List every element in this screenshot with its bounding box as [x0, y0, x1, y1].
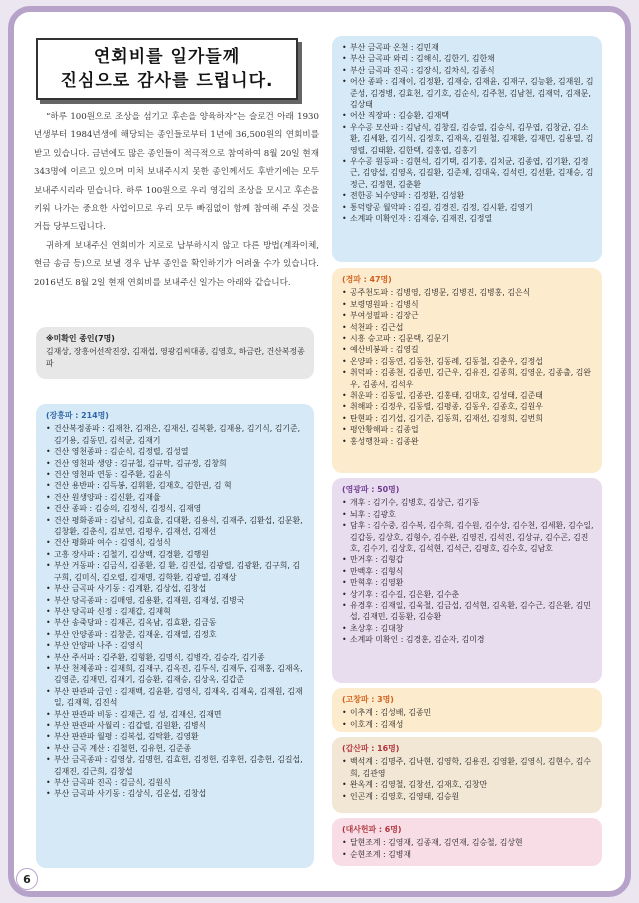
list-item — [342, 122, 594, 156]
bullet-icon: • — [342, 202, 347, 212]
bullet-icon: • — [46, 481, 51, 491]
list-item-text: 소계파 미확인자 : 김재승, 김재진, 김정열 — [350, 214, 493, 224]
bullet-icon: • — [342, 757, 347, 767]
bullet-icon: • — [46, 561, 51, 571]
bullet-icon: • — [342, 122, 347, 132]
bullet-icon: • — [46, 732, 51, 742]
list-item-text: 부산 거동파 : 김금식, 김종환, 김 환, 김진섭, 김광렬, 김광환, 김구희, 김구희, 김미식, 김오렬, 김재명, 김학환, 김광열, 김재상 — [54, 561, 300, 582]
list-item-text: 완옥계 : 김영철, 김창선, 김재호, 김창만 — [350, 780, 488, 790]
list-item-text: 우수공 원등파 : 김현석, 김기택, 김기홍, 김치균, 김종엽, 김기환, 김정근, 김양섭, 김영옥, 김길환, 김준채, 김대욱, 김석린, 김선환, 김재승, 김정근, 김정현, 김춘환 — [350, 157, 594, 189]
list-item — [342, 76, 594, 110]
list-item-text: 건산 영천파 연동 : 김주환, 김윤식 — [54, 470, 171, 480]
list-item — [342, 520, 594, 554]
bullet-icon: • — [342, 157, 347, 167]
list-item — [342, 213, 594, 224]
list-item — [46, 515, 306, 538]
list-item — [46, 709, 306, 720]
bullet-icon: • — [342, 391, 347, 401]
bullet-icon: • — [342, 578, 347, 588]
bullet-icon: • — [342, 623, 347, 633]
list-item — [46, 446, 306, 457]
list-item-text: 이추계 : 김성배, 김종민 — [350, 708, 432, 718]
page-title — [36, 38, 298, 100]
bullet-icon: • — [342, 555, 347, 565]
bullet-icon: • — [46, 743, 51, 753]
list-item — [46, 663, 306, 686]
bullet-icon: • — [342, 334, 347, 344]
bullet-icon: • — [342, 708, 347, 718]
list-item — [342, 436, 594, 447]
bullet-icon: • — [46, 447, 51, 457]
bullet-icon: • — [46, 709, 51, 719]
list-item — [342, 310, 594, 321]
list-item — [342, 156, 594, 190]
list-item-text: 담후 : 김수중, 김수복, 김수희, 김수원, 김수상, 김수천, 김세환, 김수일, 김갑동, 김상호, 김형수, 김수완, 김영진, 김석진, 김상규, 김수곤, 김진호, 김수기, 김상호, 김석현, 김석근, 김평호, 김수호, 김남호 — [350, 521, 594, 554]
list-item — [342, 634, 594, 645]
list-item — [46, 480, 306, 491]
bullet-icon: • — [46, 584, 51, 594]
list-item — [342, 287, 594, 298]
list-item — [342, 554, 594, 565]
list-item — [46, 777, 306, 788]
bullet-icon: • — [342, 322, 347, 332]
bullet-icon: • — [46, 641, 51, 651]
gochang-box — [332, 688, 602, 732]
list-item-text: 초상후 : 김대창 — [350, 623, 404, 633]
gapsan-box — [332, 737, 602, 813]
list-item — [342, 791, 594, 802]
list-item — [342, 509, 594, 520]
list-item-text: 부산 금곡파 사기동 : 김계환, 김상섭, 김창섭 — [54, 584, 207, 594]
list-item-text: 부산 금곡종파 : 김영상, 김명헌, 김효헌, 김정헌, 김후헌, 김총헌, 김길섭, 김재진, 김근희, 김창섭 — [54, 755, 303, 776]
list-item — [46, 754, 306, 777]
list-item-text: 부산 금곡파 사기동 : 김상식, 김운섭, 김창섭 — [54, 789, 207, 799]
list-item — [46, 652, 306, 663]
page-number: 6 — [16, 868, 38, 890]
bullet-icon: • — [342, 191, 347, 201]
list-item-text: 인곤계 : 김영호, 김영태, 김승원 — [350, 791, 460, 801]
list-item — [342, 356, 594, 367]
bullet-icon: • — [342, 425, 347, 435]
list-item — [46, 469, 306, 480]
bullet-icon: • — [46, 549, 51, 559]
list-item-text: 건산 영천파 생양 : 김규철, 김규탁, 김규정, 김창희 — [54, 458, 227, 468]
list-item-text: 부산 판관파 사월리 : 김갑렬, 김원환, 김병식 — [54, 720, 207, 730]
yeonggwang-box — [332, 478, 602, 683]
bullet-icon: • — [46, 492, 51, 502]
list-item — [46, 731, 306, 742]
list-item — [46, 492, 306, 503]
bullet-icon: • — [342, 635, 347, 645]
bullet-icon: • — [342, 214, 347, 224]
list-item-text: 유경후 : 김재일, 김욱철, 김금섭, 김석현, 김옥환, 김수근, 김은환, 김민섭, 김재민, 김동환, 김승환 — [350, 601, 591, 622]
list-item — [342, 577, 594, 588]
list-item-text: 백석계 : 김명주, 김낙현, 김영학, 김용진, 김영환, 김영식, 김현수, 김수희, 김관영 — [350, 757, 591, 778]
list-item-text: 뇌후 : 김광호 — [350, 509, 396, 519]
list-item — [342, 424, 594, 435]
list-item — [46, 606, 306, 617]
gyeongpa-box — [332, 268, 602, 473]
list-item — [342, 779, 594, 790]
list-item — [342, 202, 594, 213]
bullet-icon: • — [342, 311, 347, 321]
bullet-icon: • — [342, 54, 347, 64]
gochang-list — [342, 707, 594, 730]
list-item-text: 소계파 미확인 : 김경훈, 김순자, 김미경 — [350, 635, 485, 645]
list-item — [46, 743, 306, 754]
list-item — [342, 53, 594, 64]
list-item — [342, 756, 594, 779]
list-item-text: 취운파 : 김동일, 김종관, 김홍태, 김대호, 김성태, 김준태 — [350, 391, 543, 401]
list-item-text: 달현조계 : 김영재, 김종재, 김연재, 김승철, 김상현 — [350, 838, 523, 848]
list-item — [342, 390, 594, 401]
list-item-text: 홍성행찬파 : 김종완 — [350, 436, 419, 446]
bullet-icon: • — [342, 77, 347, 87]
bullet-icon: • — [342, 299, 347, 309]
bullet-icon: • — [46, 720, 51, 730]
list-item — [342, 344, 594, 355]
list-item-text: 부산 금곡파 진곡 : 김금식, 김원식 — [54, 778, 171, 787]
gapsan-list — [342, 756, 594, 802]
unconfirmed-heading: ※미확인 종인(7명) — [46, 334, 115, 343]
list-item — [342, 42, 594, 53]
list-item-text: 이호계 : 김재성 — [350, 719, 404, 729]
list-item-text: 온양파 : 김동연, 김동찬, 김동례, 김동철, 김춘우, 김정섭 — [350, 356, 543, 366]
gochang-heading: (고창파 : 3명) — [342, 695, 394, 704]
intro-paragraph-2: 귀하게 보내주신 연회비가 지로로 납부하시지 않고 다른 방법(계좌이체, 현금 송금 등)으로 보낼 경우 납부 종인을 확인하기가 어려울 수가 있습니다. 2016년도 8월 2일 현재 연회비를 보내주신 일가는 아래와 같습니다. — [34, 240, 319, 288]
list-item-text: 부산 판관파 금인 : 김재백, 김윤환, 김영식, 김재옥, 김재욱, 김재원, 김재일, 김재혁, 김진석 — [54, 686, 303, 708]
list-item-text: 부여성필파 : 김장근 — [350, 311, 419, 321]
list-item — [46, 583, 306, 594]
jangheung-list — [46, 423, 306, 799]
list-item — [342, 707, 594, 718]
bullet-icon: • — [46, 538, 51, 548]
bullet-icon: • — [342, 719, 347, 729]
list-item-text: 탄현파 : 김기섭, 김기준, 김동희, 김재선, 김정희, 김번희 — [350, 413, 543, 423]
jangheung-box — [36, 404, 314, 868]
bullet-icon: • — [342, 791, 347, 801]
list-item — [342, 837, 594, 848]
list-item-text: 취덕파 : 김종천, 김종민, 김근우, 김유진, 김종희, 김영운, 김종출, 김완우, 김종서, 김석우 — [350, 368, 591, 389]
bullet-icon: • — [342, 498, 347, 508]
bullet-icon: • — [46, 470, 51, 480]
intro-text — [34, 108, 319, 292]
bullet-icon: • — [46, 504, 51, 514]
list-item — [46, 503, 306, 514]
bullet-icon: • — [342, 436, 347, 446]
unconfirmed-box — [36, 327, 314, 379]
list-item — [342, 849, 594, 860]
list-item-text: 부산 주서파 : 김주환, 김형환, 김명식, 김병각, 김승각, 김기종 — [54, 652, 265, 662]
daesahyeon-box — [332, 818, 602, 866]
jangheung-heading: (장흥파 : 214명) — [46, 411, 109, 420]
list-item-text: 보령명원파 : 김병식 — [350, 299, 419, 309]
list-item-text: 개후 : 김기수, 김병호, 김상근, 김기동 — [350, 498, 480, 508]
list-item-text: 부산 송죽당파 : 김재곤, 김옥남, 김효환, 김금동 — [54, 618, 217, 628]
list-item-text: 어산 종파 : 김재이, 김정환, 김재승, 김재윤, 김재구, 김능환, 김재원, 김준성, 김경병, 김효천, 김기호, 김순식, 김주천, 김남천, 김재덕, 김재문, 김상태 — [350, 77, 594, 110]
list-item-text: 전한공 뇌수양파 : 김정환, 김성환 — [350, 191, 465, 201]
bullet-icon: • — [342, 838, 347, 848]
bullet-icon: • — [46, 778, 51, 787]
list-item — [46, 537, 306, 548]
list-item — [342, 623, 594, 634]
bullet-icon: • — [342, 601, 347, 611]
list-item-text: 부산 안양파 나주 : 김영식 — [54, 641, 143, 651]
bullet-icon: • — [46, 663, 51, 673]
bullet-icon: • — [342, 780, 347, 790]
bullet-icon: • — [342, 345, 347, 355]
list-item — [46, 595, 306, 606]
yeonggwang-list — [342, 497, 594, 645]
bullet-icon: • — [342, 521, 347, 531]
list-item — [46, 423, 306, 446]
bullet-icon: • — [342, 111, 347, 121]
list-item-text: 건산복정종파 : 김재찬, 김재은, 김재신, 김복환, 김재용, 김기식, 김기준, 김기용, 김동민, 김석균, 김재기 — [54, 424, 301, 445]
bullet-icon: • — [46, 789, 51, 799]
topright-list — [342, 42, 594, 225]
title-line-1: 연회비를 일가들께 — [93, 47, 241, 67]
bullet-icon: • — [342, 509, 347, 519]
bullet-icon: • — [46, 629, 51, 639]
yeonggwang-heading: (영광파 : 50명) — [342, 485, 400, 494]
list-item — [46, 788, 306, 799]
list-item-text: 건산 평화파 여수 : 김영식, 김성식 — [54, 538, 171, 548]
list-item — [46, 458, 306, 469]
gyeongpa-heading: (경파 : 47명) — [342, 275, 392, 284]
list-item — [46, 629, 306, 640]
list-item-text: 어산 직장파 : 김승환, 김재택 — [350, 111, 450, 121]
bullet-icon: • — [342, 566, 347, 576]
list-item — [46, 640, 306, 651]
bullet-icon: • — [342, 65, 347, 75]
list-item — [46, 549, 306, 560]
bullet-icon: • — [342, 288, 347, 298]
bullet-icon: • — [46, 458, 51, 468]
list-item — [46, 686, 306, 709]
list-item-text: 만거후 : 김형갑 — [350, 555, 404, 565]
list-item-text: 고흥 장사파 : 김철기, 김상백, 김경환, 김행원 — [54, 549, 209, 559]
list-item-text: 건산 용반파 : 김득봉, 김휘환, 김재호, 김한권, 김 혁 — [54, 481, 232, 491]
list-item-text: 부산 판관파 비동 : 김재근, 김 성, 김재신, 김재면 — [54, 709, 222, 719]
list-item-text: 부산 판관파 월평 : 김복섭, 김탁환, 김영환 — [54, 732, 199, 742]
list-item-text: 부산 금곡 계산 : 김철헌, 김유헌, 김준종 — [54, 743, 192, 753]
list-item-text: 상기후 : 김수길, 김은환, 김수춘 — [350, 589, 460, 599]
list-item-text: 건산 원생양파 : 김신환, 김재율 — [54, 492, 161, 502]
list-item-text: 부산 천제종파 : 김재희, 김재구, 김옥진, 김두식, 김재두, 김재홍, 김재옥, 김영준, 김재민, 김재기, 김승환, 김재승, 김상옥, 김갑준 — [54, 663, 303, 685]
list-item-text: 부산 당곡파 신정 : 김재갑, 김재혁 — [54, 606, 171, 616]
list-item-text: 부산 금곡파 와리 : 김해식, 김한기, 김한채 — [350, 54, 495, 64]
bullet-icon: • — [342, 356, 347, 366]
list-item — [342, 719, 594, 730]
list-item — [46, 617, 306, 628]
bullet-icon: • — [342, 589, 347, 599]
list-item-text: 부산 금곡파 진곡 : 김장식, 김차식, 김종식 — [350, 65, 495, 75]
list-item — [342, 367, 594, 390]
list-item-text: 우수공 모산파 : 김남식, 김창길, 김승열, 김승식, 김무엽, 김창균, 김소환, 김세환, 김기식, 김정호, 김재옥, 김원철, 김재환, 김재민, 김용열, 김영렬, 김태환, 김한택, 김홍엽, 김홍기 — [350, 122, 594, 155]
list-item-text: 취해파 : 김정우, 김동렬, 김평종, 김동우, 김종호, 김원우 — [350, 402, 543, 412]
list-item — [342, 401, 594, 412]
gyeongpa-list — [342, 287, 594, 447]
intro-paragraph-1: “하루 100원으로 조상을 섬기고 후손을 양육하자”는 슬로건 아래 1930년생부터 1984년생에 해당되는 종인들로부터 1년에 36,500원의 연회비를 받고 있습니다. 금년에도 많은 종인들이 적극적으로 참여하여 8월 20일 현재 343명에 이르고 있으며 미처 보내주시지 못한 종인께서도 후반기에는 모두 보내주시리라 믿습니다. 하루 100원으로 우리 영김의 조상을 모시고 후손을 키워 나가는 중요한 사업이므로 우리 모두 빠짐없이 함께 참여해 주실 것을 거듭 당부드립니다. — [34, 112, 319, 233]
bullet-icon: • — [46, 515, 51, 525]
list-item-text: 건산 평화종파 : 김남식, 김효율, 김대환, 김용식, 김재주, 김환섭, 김문환, 김창환, 김춘식, 김보연, 김평우, 김재선, 김재선 — [54, 515, 303, 537]
list-item — [46, 720, 306, 731]
list-item — [342, 65, 594, 76]
list-item-text: 석천파 : 김근섭 — [350, 322, 404, 332]
bullet-icon: • — [342, 413, 347, 423]
bullet-icon: • — [342, 402, 347, 412]
list-item — [342, 413, 594, 424]
list-item-text: 건산 영천종파 : 김순식, 김정렬, 김성열 — [54, 447, 189, 457]
bullet-icon: • — [342, 43, 347, 52]
unconfirmed-list: 김재상, 장흥어선작진장, 김재섭, 영광김씨대종, 김영호, 하금란, 건산복정종파 — [46, 347, 305, 368]
bullet-icon: • — [46, 755, 51, 765]
list-item-text: 예산비봉파 : 김영길 — [350, 345, 419, 355]
list-item — [342, 600, 594, 623]
list-item-text: 공주천도파 : 김병영, 김병문, 김병진, 김병홍, 김은식 — [350, 288, 531, 298]
list-item — [342, 190, 594, 201]
list-item — [46, 560, 306, 583]
bullet-icon: • — [46, 424, 51, 434]
list-item-text: 부산 당곡종파 : 김매영, 김용환, 김재원, 김재성, 김병국 — [54, 595, 245, 605]
list-item-text: 평안황해파 : 김종업 — [350, 425, 419, 435]
bullet-icon: • — [46, 652, 51, 662]
daesahyeon-list — [342, 837, 594, 860]
list-item — [342, 497, 594, 508]
list-item-text: 순현조계 : 김병재 — [350, 849, 412, 859]
list-item-text: 만혁후 : 김영환 — [350, 578, 404, 588]
bullet-icon: • — [46, 686, 51, 696]
daesahyeon-heading: (대사헌파 : 6명) — [342, 825, 402, 834]
list-item — [342, 566, 594, 577]
list-item-text: 부산 금곡파 온천 : 김민재 — [350, 43, 439, 52]
gapsan-heading: (갑산파 : 16명) — [342, 744, 400, 753]
list-item — [342, 322, 594, 333]
bullet-icon: • — [46, 595, 51, 605]
list-item-text: 시흥 승고파 : 김문택, 김문기 — [350, 334, 450, 344]
list-item-text: 건산 종파 : 김승의, 김정식, 김정식, 김재영 — [54, 504, 202, 514]
list-item-text: 만백후 : 김형식 — [350, 566, 404, 576]
list-item-text: 통덕랑공 월악파 : 김길, 김경진, 김정, 김시환, 김영기 — [350, 202, 533, 212]
bullet-icon: • — [46, 618, 51, 628]
topright-box — [332, 36, 602, 262]
bullet-icon: • — [46, 606, 51, 616]
list-item — [342, 589, 594, 600]
bullet-icon: • — [342, 849, 347, 859]
list-item — [342, 299, 594, 310]
list-item-text: 부산 안양종파 : 김창준, 김재윤, 김재열, 김정호 — [54, 629, 217, 639]
bullet-icon: • — [342, 368, 347, 378]
title-line-2: 진심으로 감사를 드립니다. — [60, 71, 274, 91]
list-item — [342, 333, 594, 344]
list-item — [342, 110, 594, 121]
